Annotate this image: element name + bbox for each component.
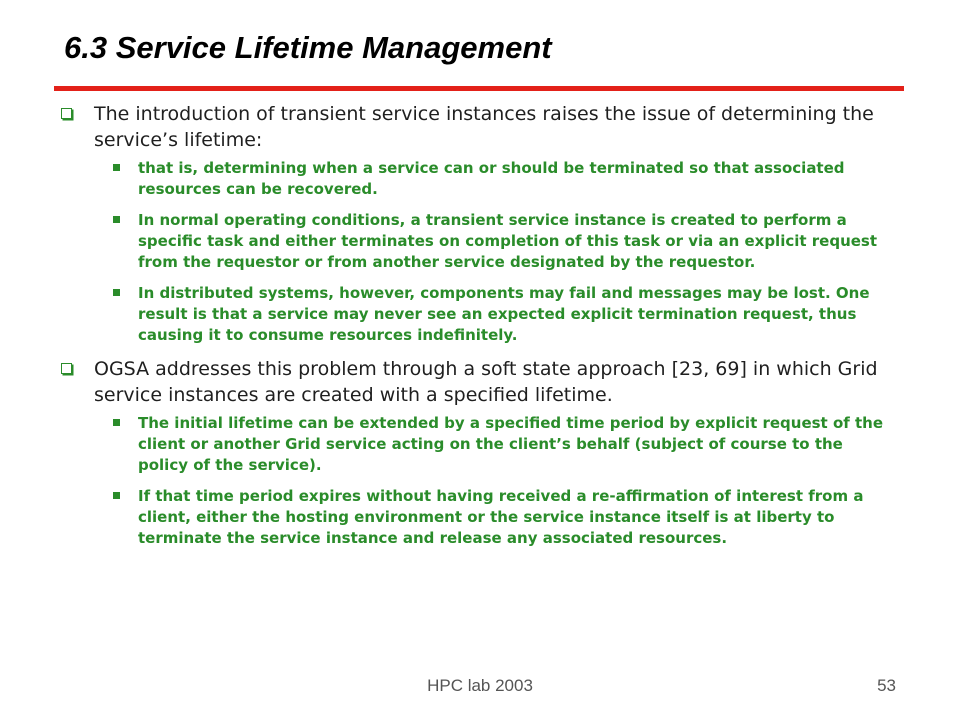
sub-bullet-1-3-text: In distributed systems, however, components may fail and messages may be lost. One result is that a service may never see an expected explicit termination request, thus causing it to consume resources indefinitely.	[138, 284, 870, 344]
sub-bullet-2-2	[60, 486, 910, 549]
sub-bullet-2-1	[60, 413, 910, 476]
sub-bullet-1-3	[60, 283, 910, 346]
sub-bullet-1-1-text: that is, determining when a service can or should be terminated so that associated resources can be recovered.	[138, 159, 845, 198]
bullet-1-text: The introduction of transient service instances raises the issue of determining the service’s lifetime:	[94, 103, 874, 151]
sub-bullet-1-2-text: In normal operating conditions, a transient service instance is created to perform a specific task and either terminates on completion of this task or via an explicit request from the requestor or from another service designated by the requestor.	[138, 211, 878, 271]
sub-bullet-2-1-text: The initial lifetime can be extended by a specified time period by explicit request of the client or another Grid service acting on the client’s behalf (subject of course to the policy of the service).	[138, 414, 884, 474]
square-bullet-icon	[113, 289, 120, 296]
square-bullet-icon	[113, 419, 120, 426]
sub-bullet-1-2	[60, 210, 910, 273]
square-bullet-icon	[113, 216, 120, 223]
checkbox-bullet-icon	[61, 108, 72, 119]
bullet-2-text: OGSA addresses this problem through a soft state approach [23, 69] in which Grid service instances are created with a specified lifetime.	[94, 358, 878, 406]
sub-bullet-1-1	[60, 158, 910, 200]
checkbox-bullet-icon	[61, 363, 72, 374]
bullet-2	[60, 356, 910, 408]
square-bullet-icon	[113, 164, 120, 171]
square-bullet-icon	[113, 492, 120, 499]
page-number: 53	[877, 676, 896, 695]
title-underline	[54, 86, 904, 91]
bullet-1	[60, 101, 910, 153]
slide-content	[60, 101, 910, 559]
sub-bullet-2-2-text: If that time period expires without having received a re-affirmation of interest from a client, either the hosting environment or the service instance itself is at liberty to terminate the service instance and release any associated resources.	[138, 487, 864, 547]
slide-title: 6.3 Service Lifetime Management	[64, 30, 552, 65]
footer-label: HPC lab 2003	[427, 676, 533, 695]
